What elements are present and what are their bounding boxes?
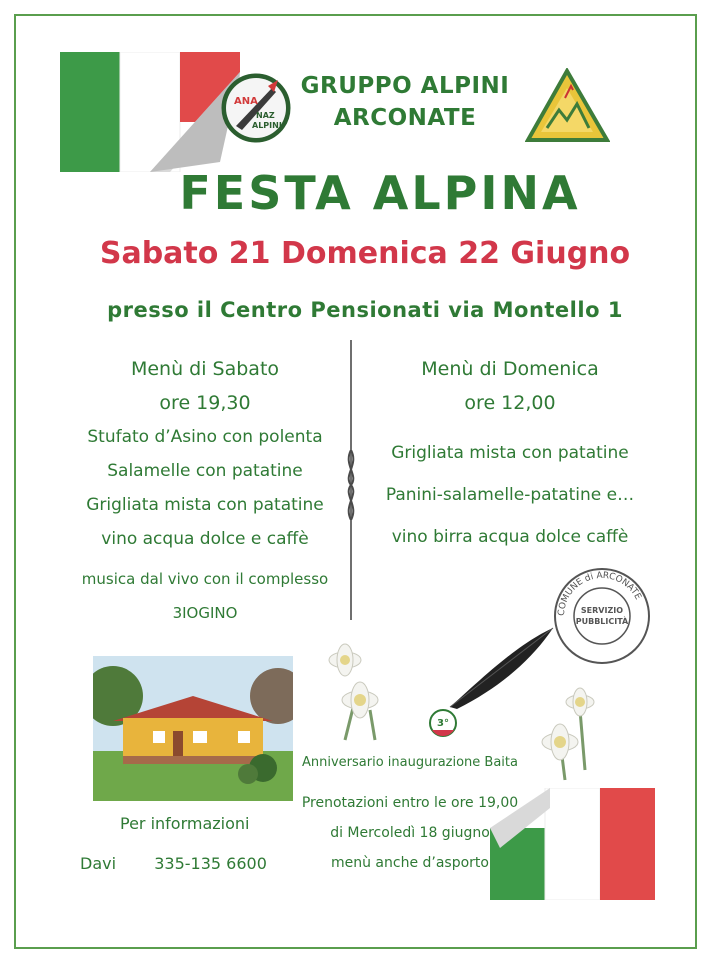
- contact-info: [80, 808, 310, 880]
- menu-item: Salamelle con patatine: [107, 461, 303, 481]
- booking-line1: Prenotazioni entro le ore 19,00: [301, 795, 519, 811]
- booking-line2: di Mercoledì 18 giugno: [330, 825, 490, 841]
- svg-text:ANA: ANA: [234, 96, 258, 107]
- event-dates: Sabato 21 Domenica 22 Giugno: [99, 236, 631, 271]
- menu-domenica: [360, 352, 660, 554]
- svg-text:3°: 3°: [437, 718, 449, 729]
- menu-item: vino birra acqua dolce caffè: [391, 527, 629, 547]
- event-title: FESTA ALPINA: [179, 166, 581, 220]
- contact-phone: 335-135 6600: [154, 854, 267, 873]
- menu-domenica-time: ore 12,00: [464, 392, 556, 414]
- menu-item: Grigliata mista con patatine: [391, 443, 629, 463]
- group-name-line1: GRUPPO ALPINI: [300, 73, 510, 99]
- contact-name: Davi: [80, 854, 117, 873]
- mountain-triangle-logo: [525, 68, 610, 143]
- menu-item: Grigliata mista con patatine: [86, 495, 324, 515]
- svg-text:SERVIZIO: SERVIZIO: [580, 606, 624, 615]
- menu-sabato-time: ore 19,30: [159, 392, 251, 414]
- ana-logo: [220, 72, 292, 144]
- edelweiss-flower-right: [525, 680, 610, 785]
- italian-flag-bottom-right: [490, 788, 655, 900]
- band-name: 3IOGINO: [172, 604, 238, 622]
- menu-item: Stufato d’Asino con polenta: [87, 427, 323, 447]
- svg-text:PUBBLICITÀ: PUBBLICITÀ: [575, 617, 629, 626]
- menu-item: Panini-salamelle-patatine e…: [385, 485, 635, 505]
- menu-item: vino acqua dolce e caffè: [101, 529, 309, 549]
- menu-sabato-heading: Menù di Sabato: [130, 358, 280, 380]
- edelweiss-flower-left: [315, 640, 400, 745]
- svg-text:ALPINI: ALPINI: [252, 121, 282, 130]
- municipal-stamp: [552, 566, 652, 666]
- music-note: musica dal vivo con il complesso: [81, 570, 329, 588]
- svg-text:NAZ: NAZ: [256, 111, 275, 120]
- baita-photo: [93, 656, 293, 801]
- svg-text:COMUNE di ARCONATE: COMUNE di ARCONATE: [556, 570, 643, 617]
- group-name-line2: ARCONATE: [333, 105, 477, 131]
- anniversary-badge: [428, 708, 458, 738]
- menu-sabato: [60, 352, 350, 630]
- anniversary-text: Anniversario inaugurazione Baita: [302, 755, 518, 770]
- booking-line3: menù anche d’asporto: [330, 855, 489, 871]
- info-heading: Per informazioni: [120, 814, 250, 833]
- group-name: [285, 70, 525, 134]
- italian-flag-top-left: [60, 52, 240, 172]
- menu-domenica-heading: Menù di Domenica: [421, 358, 599, 380]
- event-location: presso il Centro Pensionati via Montello 1: [107, 298, 623, 322]
